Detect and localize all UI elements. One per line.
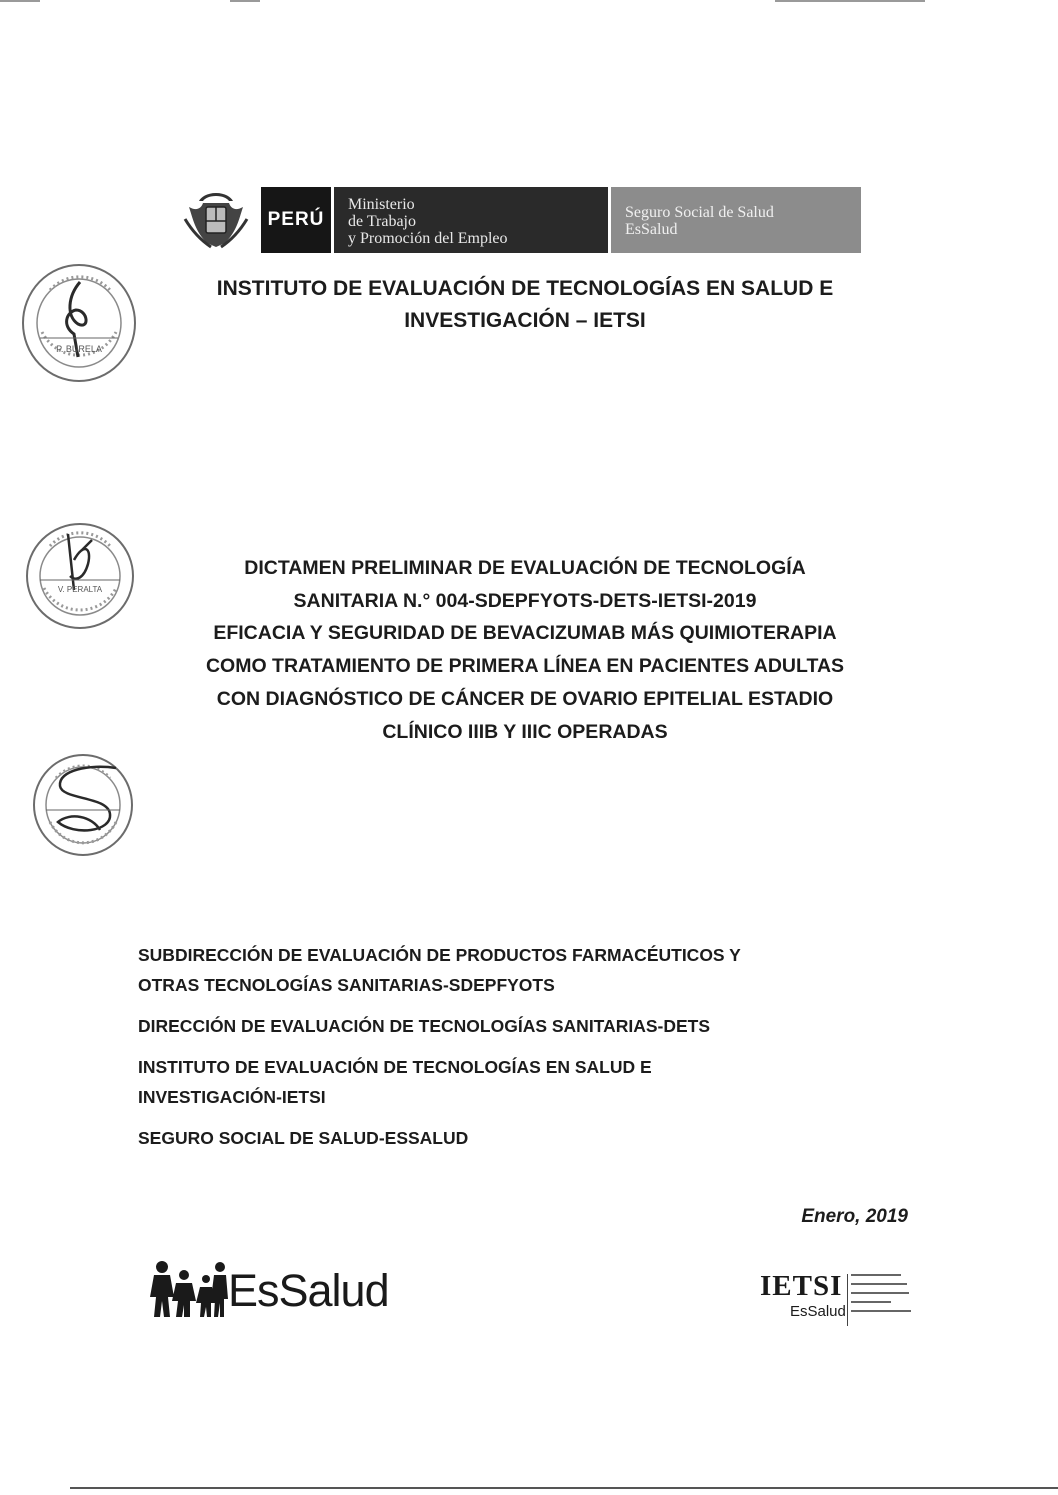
ministerio-label: Ministerio de Trabajo y Promoción del Empleo	[334, 187, 608, 253]
institute-title: INSTITUTO DE EVALUACIÓN DE TECNOLOGÍAS EN SALUD E INVESTIGACIÓN – IETSI	[216, 277, 834, 332]
essalud-logo	[148, 1255, 428, 1325]
official-seal-icon	[22, 520, 138, 632]
document-date: Enero, 2019	[801, 1206, 908, 1227]
seal-name: P. BURELA	[56, 344, 102, 354]
family-logo-icon	[148, 1257, 228, 1321]
ietsi-divider	[847, 1274, 848, 1326]
seal-name: V. PERALTA	[57, 585, 103, 594]
ietsi-logo	[760, 1270, 920, 1332]
official-seal-icon	[18, 262, 140, 384]
department-list	[138, 940, 898, 1164]
department-item: SEGURO SOCIAL DE SALUD-ESSALUD	[138, 1128, 469, 1148]
government-header	[181, 187, 861, 253]
official-seal-icon	[30, 752, 136, 858]
department-item: INSTITUTO DE EVALUACIÓN DE TECNOLOGÍAS EN SALUD E INVESTIGACIÓN-IETSI	[138, 1057, 652, 1107]
essalud-wordmark: EsSalud	[228, 1265, 389, 1316]
seguro-social-label: Seguro Social de Salud EsSalud	[611, 187, 861, 253]
ietsi-sub-wordmark: EsSalud	[790, 1303, 846, 1320]
dictamen-title: DICTAMEN PRELIMINAR DE EVALUACIÓN DE TECNOLOGÍA SANITARIA N.° 004-SDEPFYOTS-DETS-IETSI-2019 EFICACIA Y SEGURIDAD DE BEVACIZUMAB MÁS QUIMIOTERAPIA COMO TRATAMIENTO DE PRIMERA LÍNEA EN PACIENTES ADULTAS CON DIAGNÓSTICO DE CÁNCER DE OVARIO EPITELIAL ESTADIO CLÍNICO IIIB Y IIIC OPERADAS	[205, 557, 845, 743]
department-item: SUBDIRECCIÓN DE EVALUACIÓN DE PRODUCTOS FARMACÉUTICOS Y OTRAS TECNOLOGÍAS SANITARIAS-SDEPFYOTS	[138, 945, 741, 995]
ietsi-wordmark: IETSI	[760, 1270, 843, 1302]
department-item: DIRECCIÓN DE EVALUACIÓN DE TECNOLOGÍAS SANITARIAS-DETS	[138, 1016, 711, 1036]
peru-label: PERÚ	[261, 187, 331, 253]
page-top-edge	[0, 0, 1058, 3]
signature-icon	[68, 534, 92, 590]
ietsi-fine-print	[851, 1274, 915, 1319]
page-bottom-edge	[70, 1487, 1058, 1489]
coat-of-arms-icon	[181, 189, 251, 251]
